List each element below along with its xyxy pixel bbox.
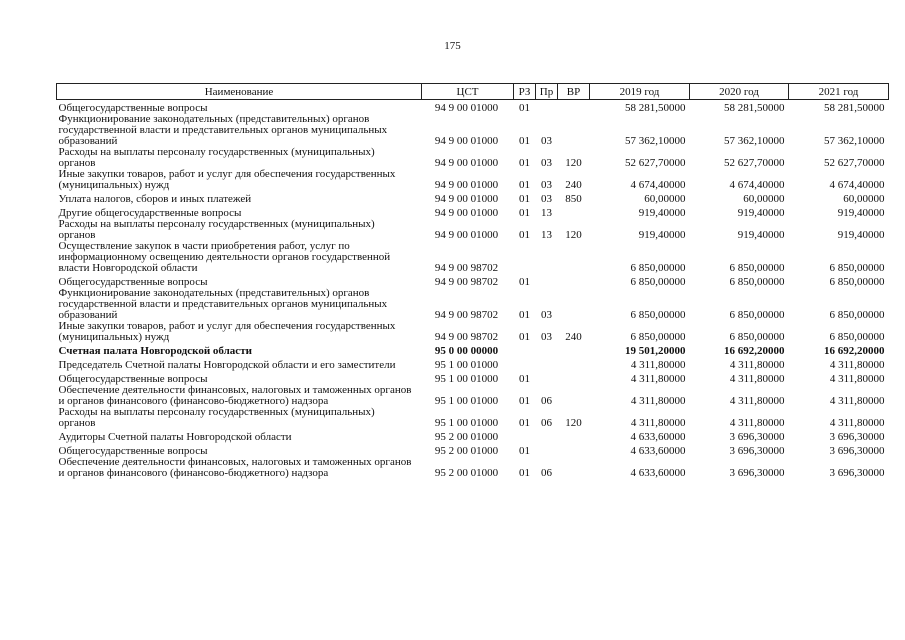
cell-name: Общегосударственные вопросы	[58, 373, 208, 385]
cell-rz: 01	[519, 157, 530, 169]
header-cst: ЦСТ	[422, 84, 514, 100]
cell-cst: 94 9 00 01000	[434, 157, 499, 169]
cell-vr	[558, 343, 590, 357]
cell-name: Другие общегосударственные вопросы	[58, 207, 242, 219]
cell-2020: 57 362,10000	[724, 135, 785, 147]
table-row	[57, 147, 889, 169]
cell-2019: 4 633,60000	[630, 431, 686, 443]
cell-pr	[536, 371, 558, 385]
cell-rz	[514, 241, 536, 274]
cell-vr	[558, 205, 590, 219]
cell-name: Обеспечение деятельности финансовых, налоговых и таможенных органов и органов финансового (финансово-бюджетного) надзора	[58, 384, 412, 407]
cell-2020: 6 850,00000	[729, 309, 785, 321]
cell-2021: 57 362,10000	[824, 135, 885, 147]
cell-vr	[558, 100, 590, 115]
table-row	[57, 443, 889, 457]
cell-pr	[536, 357, 558, 371]
cell-2019: 6 850,00000	[630, 309, 686, 321]
cell-cst: 94 9 00 01000	[434, 193, 499, 205]
cell-pr: 06	[541, 417, 552, 429]
cell-2021: 4 311,80000	[829, 359, 885, 371]
cell-pr	[536, 241, 558, 274]
table-row	[57, 205, 889, 219]
cell-vr	[558, 357, 590, 371]
cell-2021: 4 311,80000	[829, 417, 885, 429]
cell-pr: 03	[541, 179, 552, 191]
cell-2021: 3 696,30000	[829, 445, 885, 457]
cell-2019: 919,40000	[638, 229, 686, 241]
cell-rz: 01	[519, 102, 530, 114]
cell-vr	[558, 274, 590, 288]
cell-pr: 03	[541, 193, 552, 205]
cell-name: Председатель Счетной палаты Новгородской области и его заместители	[58, 359, 396, 371]
cell-rz: 01	[519, 207, 530, 219]
cell-2020: 4 311,80000	[729, 417, 785, 429]
cell-2019: 57 362,10000	[625, 135, 686, 147]
cell-rz	[514, 343, 536, 357]
cell-cst: 95 1 00 01000	[434, 359, 499, 371]
cell-pr: 13	[541, 207, 552, 219]
cell-2019: 58 281,50000	[625, 102, 686, 114]
table-row	[57, 457, 889, 479]
table-row	[57, 429, 889, 443]
cell-name: Иные закупки товаров, работ и услуг для обеспечения государственных (муниципальных) нужд	[58, 320, 396, 343]
cell-rz: 01	[519, 331, 530, 343]
cell-2019: 919,40000	[638, 207, 686, 219]
cell-pr: 03	[541, 331, 552, 343]
cell-cst: 94 9 00 98702	[434, 262, 499, 274]
cell-vr	[558, 443, 590, 457]
cell-2019: 19 501,20000	[625, 345, 686, 357]
table-row	[57, 169, 889, 191]
cell-2020: 3 696,30000	[729, 431, 785, 443]
table-row	[57, 274, 889, 288]
cell-2019: 4 633,60000	[630, 467, 686, 479]
cell-vr: 120	[565, 229, 582, 241]
cell-rz: 01	[519, 179, 530, 191]
cell-vr	[558, 457, 590, 479]
cell-pr	[536, 429, 558, 443]
cell-cst: 94 9 00 01000	[434, 207, 499, 219]
cell-2019: 6 850,00000	[630, 276, 686, 288]
cell-2020: 4 674,40000	[729, 179, 785, 191]
header-vr: ВР	[558, 84, 590, 100]
table-row	[57, 343, 889, 357]
cell-pr: 03	[541, 135, 552, 147]
cell-pr: 06	[541, 395, 552, 407]
table-row	[57, 357, 889, 371]
cell-rz: 01	[519, 467, 530, 479]
cell-2020: 58 281,50000	[724, 102, 785, 114]
table-row	[57, 288, 889, 321]
table-row	[57, 371, 889, 385]
cell-name: Общегосударственные вопросы	[58, 445, 208, 457]
cell-2019: 4 311,80000	[630, 417, 686, 429]
cell-rz: 01	[519, 229, 530, 241]
cell-2020: 4 311,80000	[729, 359, 785, 371]
cell-2020: 52 627,70000	[724, 157, 785, 169]
table-row	[57, 219, 889, 241]
cell-2019: 4 633,60000	[630, 445, 686, 457]
page-number: 175	[444, 40, 461, 52]
cell-vr: 120	[565, 417, 582, 429]
cell-2021: 919,40000	[837, 207, 885, 219]
table-row	[57, 385, 889, 407]
header-pr: Пр	[536, 84, 558, 100]
cell-2020: 4 311,80000	[729, 373, 785, 385]
budget-table	[56, 83, 889, 479]
cell-2021: 4 311,80000	[829, 395, 885, 407]
cell-pr	[536, 343, 558, 357]
cell-name: Расходы на выплаты персоналу государственных (муниципальных) органов	[58, 146, 375, 169]
cell-2021: 4 311,80000	[829, 373, 885, 385]
cell-cst: 95 1 00 01000	[434, 417, 499, 429]
cell-pr	[536, 443, 558, 457]
cell-vr: 240	[565, 179, 582, 191]
cell-pr	[536, 100, 558, 115]
header-2020: 2020 год	[690, 84, 789, 100]
cell-cst: 95 0 00 00000	[434, 345, 499, 357]
header-rz: РЗ	[514, 84, 536, 100]
cell-2021: 16 692,20000	[824, 345, 885, 357]
table-row	[57, 191, 889, 205]
cell-name: Функционирование законодательных (представительных) органов государственной власти и представительных органов муниципальных образований	[58, 113, 388, 147]
cell-vr	[558, 114, 590, 147]
cell-2020: 3 696,30000	[729, 445, 785, 457]
cell-2021: 6 850,00000	[829, 262, 885, 274]
cell-cst: 94 9 00 98702	[434, 309, 499, 321]
cell-2019: 6 850,00000	[630, 331, 686, 343]
cell-vr	[558, 429, 590, 443]
cell-2021: 6 850,00000	[829, 309, 885, 321]
cell-rz: 01	[519, 309, 530, 321]
cell-vr: 240	[565, 331, 582, 343]
cell-pr	[536, 274, 558, 288]
cell-2021: 58 281,50000	[824, 102, 885, 114]
cell-2021: 919,40000	[837, 229, 885, 241]
cell-vr	[558, 241, 590, 274]
cell-rz: 01	[519, 395, 530, 407]
cell-rz: 01	[519, 417, 530, 429]
cell-name: Аудиторы Счетной палаты Новгородской области	[58, 431, 292, 443]
cell-2021: 4 674,40000	[829, 179, 885, 191]
cell-cst: 94 9 00 98702	[434, 331, 499, 343]
table-header-row	[57, 84, 889, 100]
cell-2020: 919,40000	[737, 229, 785, 241]
cell-2020: 60,00000	[743, 193, 785, 205]
header-name: Наименование	[57, 84, 422, 100]
cell-cst: 95 1 00 01000	[434, 373, 499, 385]
cell-rz: 01	[519, 373, 530, 385]
cell-rz	[514, 429, 536, 443]
cell-2020: 919,40000	[737, 207, 785, 219]
table-row	[57, 241, 889, 274]
cell-2021: 3 696,30000	[829, 431, 885, 443]
cell-vr: 120	[565, 157, 582, 169]
cell-pr: 13	[541, 229, 552, 241]
cell-2019: 6 850,00000	[630, 262, 686, 274]
cell-name: Уплата налогов, сборов и иных платежей	[58, 193, 252, 205]
cell-2020: 6 850,00000	[729, 276, 785, 288]
cell-rz: 01	[519, 135, 530, 147]
cell-2019: 4 311,80000	[630, 395, 686, 407]
cell-name: Иные закупки товаров, работ и услуг для обеспечения государственных (муниципальных) нужд	[58, 168, 396, 191]
cell-pr: 03	[541, 157, 552, 169]
cell-2021: 60,00000	[843, 193, 885, 205]
cell-name: Расходы на выплаты персоналу государственных (муниципальных) органов	[58, 406, 375, 429]
cell-2020: 16 692,20000	[724, 345, 785, 357]
cell-cst: 94 9 00 01000	[434, 102, 499, 114]
cell-2021: 3 696,30000	[829, 467, 885, 479]
cell-cst: 95 1 00 01000	[434, 395, 499, 407]
cell-2020: 4 311,80000	[729, 395, 785, 407]
cell-cst: 95 2 00 01000	[434, 445, 499, 457]
table-body	[57, 100, 889, 480]
cell-name: Расходы на выплаты персоналу государственных (муниципальных) органов	[58, 218, 375, 241]
header-2021: 2021 год	[789, 84, 889, 100]
cell-2019: 52 627,70000	[625, 157, 686, 169]
cell-cst: 95 2 00 01000	[434, 467, 499, 479]
cell-cst: 94 9 00 01000	[434, 179, 499, 191]
cell-2020: 3 696,30000	[729, 467, 785, 479]
cell-2020: 6 850,00000	[729, 331, 785, 343]
cell-rz: 01	[519, 193, 530, 205]
cell-cst: 95 2 00 01000	[434, 431, 499, 443]
cell-2020: 6 850,00000	[729, 262, 785, 274]
cell-cst: 94 9 00 01000	[434, 135, 499, 147]
cell-vr: 850	[565, 193, 582, 205]
table-row	[57, 100, 889, 115]
cell-rz: 01	[519, 276, 530, 288]
cell-cst: 94 9 00 01000	[434, 229, 499, 241]
cell-name: Общегосударственные вопросы	[58, 102, 208, 114]
cell-2019: 4 311,80000	[630, 359, 686, 371]
cell-name: Обеспечение деятельности финансовых, налоговых и таможенных органов и органов финансового (финансово-бюджетного) надзора	[58, 456, 412, 479]
table-row	[57, 321, 889, 343]
cell-pr: 03	[541, 309, 552, 321]
cell-name: Функционирование законодательных (представительных) органов государственной власти и представительных органов муниципальных образований	[58, 287, 388, 321]
cell-vr	[558, 371, 590, 385]
cell-2019: 60,00000	[644, 193, 686, 205]
table-row	[57, 407, 889, 429]
cell-rz: 01	[519, 445, 530, 457]
cell-2021: 52 627,70000	[824, 157, 885, 169]
cell-name: Осуществление закупок в части приобретения работ, услуг по информационному освещению деятельности органов государственной власти Новгородской области	[58, 240, 391, 274]
cell-2019: 4 311,80000	[630, 373, 686, 385]
cell-name: Счетная палата Новгородской области	[58, 345, 252, 357]
table-row	[57, 114, 889, 147]
cell-rz	[514, 357, 536, 371]
cell-name: Общегосударственные вопросы	[58, 276, 208, 288]
cell-cst: 94 9 00 98702	[434, 276, 499, 288]
cell-pr: 06	[541, 467, 552, 479]
cell-vr	[558, 288, 590, 321]
cell-2021: 6 850,00000	[829, 331, 885, 343]
cell-2019: 4 674,40000	[630, 179, 686, 191]
cell-vr	[558, 385, 590, 407]
cell-2021: 6 850,00000	[829, 276, 885, 288]
header-2019: 2019 год	[590, 84, 690, 100]
